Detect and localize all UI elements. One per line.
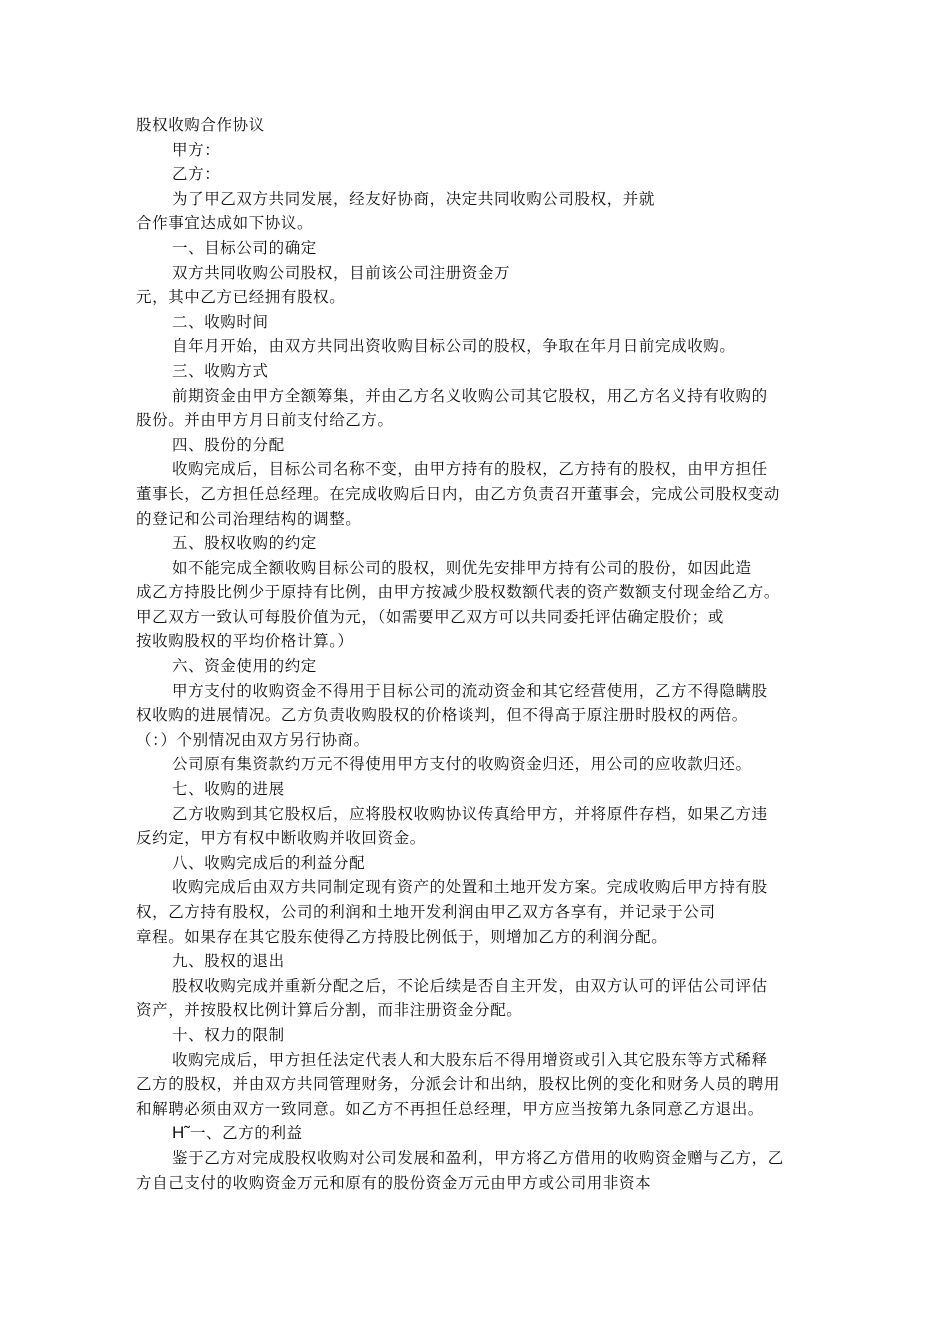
text-line-content: 资产，并按股权比例计算后分割，而非注册资金分配。 (136, 1001, 523, 1020)
text-line-content: 前期资金由甲方全额筹集，并由乙方名义收购公司其它股权，用乙方名义持有收购的 (172, 386, 768, 405)
text-line-content: 一、乙方的利益 (189, 1124, 303, 1143)
text-line (136, 1097, 816, 1122)
text-line-content: 方自己支付的收购资金万元和原有的股份资金万元由甲方或公司用非资本 (136, 1173, 652, 1192)
text-line (136, 1048, 816, 1073)
text-line (136, 629, 816, 654)
document-title: 股权收购合作协议 (136, 116, 265, 134)
text-line (136, 826, 816, 851)
text-line-content: 如不能完成全额收购目标公司的股权，则优先安排甲方持有公司的股份，如因此造 (172, 558, 752, 577)
text-line (136, 703, 816, 728)
text-line (136, 1146, 816, 1171)
text-line-content: 八、收购完成后的利益分配 (172, 853, 366, 872)
text-line (136, 457, 816, 482)
text-line-content: 权，乙方持有股权，公司的利润和土地开发利润由甲乙双方各享有，并记录于公司 (136, 903, 716, 921)
text-line-content: 元，其中乙方已经拥有股权。 (136, 288, 346, 307)
text-line-content: 章程。如果存在其它股东使得乙方持股比例低于，则增加乙方的利润分配。 (136, 927, 668, 946)
text-line-content: 四、股份的分配 (172, 435, 285, 454)
text-line (136, 236, 816, 261)
text-line (136, 162, 816, 187)
text-line-content: （：）个别情况由双方另行协商。 (136, 730, 370, 749)
text-line-content: 和解聘必须由双方一致同意。如乙方不再担任总经理，甲方应当按第九条同意乙方退出。 (136, 1099, 764, 1118)
text-line-content: 七、收购的进展 (172, 780, 285, 799)
text-line (136, 285, 816, 310)
text-line (136, 334, 816, 359)
text-line-content: 甲方： (172, 140, 221, 159)
text-line (136, 580, 816, 605)
text-line-content: 股权收购完成并重新分配之后，不论后续是否自主开发，由双方认可的评估公司评估 (172, 976, 768, 995)
document-lines (136, 138, 816, 1196)
text-line (136, 507, 816, 532)
text-line (136, 802, 816, 827)
text-line-content: 二、收购时间 (172, 312, 269, 331)
text-line (136, 531, 816, 556)
text-line-content: 乙方收购到其它股权后，应将股权收购协议传真给甲方，并将原件存档，如果乙方违 (172, 804, 768, 823)
text-line-content: 股份。并由甲方月日前支付给乙方。 (136, 411, 394, 430)
text-line-content: 收购完成后，目标公司名称不变，由甲方持有的股权，乙方持有的股权，由甲方担任 (172, 460, 768, 479)
text-line-content: 一、目标公司的确定 (172, 238, 317, 257)
document-body (136, 113, 816, 1195)
text-line-content: 董事长，乙方担任总经理。在完成收购后日内，由乙方负责召开董事会，完成公司股权变动 (136, 484, 781, 503)
text-line (136, 752, 816, 777)
text-line-content: 双方共同收购公司股权，目前该公司注册资金万 (172, 263, 511, 282)
text-line (136, 777, 816, 802)
text-line-content: 合作事宜达成如下协议。 (136, 214, 314, 233)
text-line (136, 728, 816, 753)
text-line (136, 1072, 816, 1097)
text-line (136, 998, 816, 1023)
text-line-content: 权收购的进展情况。乙方负责收购股权的价格谈判，但不得高于原注册时股权的两倍。 (136, 706, 748, 725)
text-line-content: 的登记和公司治理结构的调整。 (136, 509, 362, 528)
text-line-content: 收购完成后，甲方担任法定代表人和大股东后不得用增资或引入其它股东等方式稀释 (172, 1050, 768, 1069)
text-line-content: 乙方： (172, 165, 221, 184)
text-line (136, 974, 816, 999)
text-line-content: 十、权力的限制 (172, 1025, 285, 1044)
text-line-content: 三、收购方式 (172, 361, 269, 380)
text-line-content: 按收购股权的平均价格计算。） (136, 632, 354, 651)
text-line (136, 679, 816, 704)
text-line (136, 187, 816, 212)
text-line (136, 408, 816, 433)
text-line-content: 反约定，甲方有权中断收购并收回资金。 (136, 829, 426, 848)
text-line-content: 九、股权的退出 (172, 952, 285, 971)
text-line-content: 收购完成后由双方共同制定现有资产的处置和土地开发方案。完成收购后甲方持有股 (172, 878, 768, 897)
text-line (136, 925, 816, 950)
text-line (136, 433, 816, 458)
text-line-content: 甲乙双方一致认可每股价值为元，（如需要甲乙双方可以共同委托评估确定股价；或 (136, 607, 724, 626)
text-line (136, 384, 816, 409)
text-line (136, 605, 816, 630)
text-line-content: 公司原有集资款约万元不得使用甲方支付的收购资金归还，用公司的应收款归还。 (172, 755, 752, 774)
text-line-content: 成乙方持股比例少于原持有比例，由甲方按减少股权数额代表的资产数额支付现金给乙方。 (136, 583, 781, 602)
text-line (136, 875, 816, 900)
text-line (136, 211, 816, 236)
text-line (136, 556, 816, 581)
text-line (136, 359, 816, 384)
text-line (136, 900, 816, 925)
text-line-content: 乙方的股权，并由双方共同管理财务，分派会计和出纳，股权比例的变化和财务人员的聘用 (136, 1075, 781, 1094)
text-line (136, 654, 816, 679)
text-line-content: 鉴于乙方对完成股权收购对公司发展和盈利，甲方将乙方借用的收购资金赠与乙方，乙 (172, 1148, 784, 1167)
text-line-content: 为了甲乙双方共同发展，经友好协商，决定共同收购公司股权，并就 (172, 189, 656, 208)
text-line-content: 自年月开始，由双方共同出资收购目标公司的股权，争取在年月日前完成收购。 (172, 337, 736, 356)
text-line (136, 261, 816, 286)
text-line (136, 310, 816, 335)
text-line-content: 甲方支付的收购资金不得用于目标公司的流动资金和其它经营使用，乙方不得隐瞒股 (172, 681, 768, 700)
text-line (136, 1023, 816, 1048)
text-line (136, 482, 816, 507)
text-line-content: 五、股权收购的约定 (172, 534, 317, 553)
text-line (136, 851, 816, 876)
text-line-content: 六、资金使用的约定 (172, 657, 317, 676)
text-line (136, 138, 816, 163)
scan-artifact-glyph: H˜ (172, 1123, 190, 1143)
text-line (136, 1171, 816, 1196)
text-line (136, 1121, 816, 1146)
text-line (136, 949, 816, 974)
